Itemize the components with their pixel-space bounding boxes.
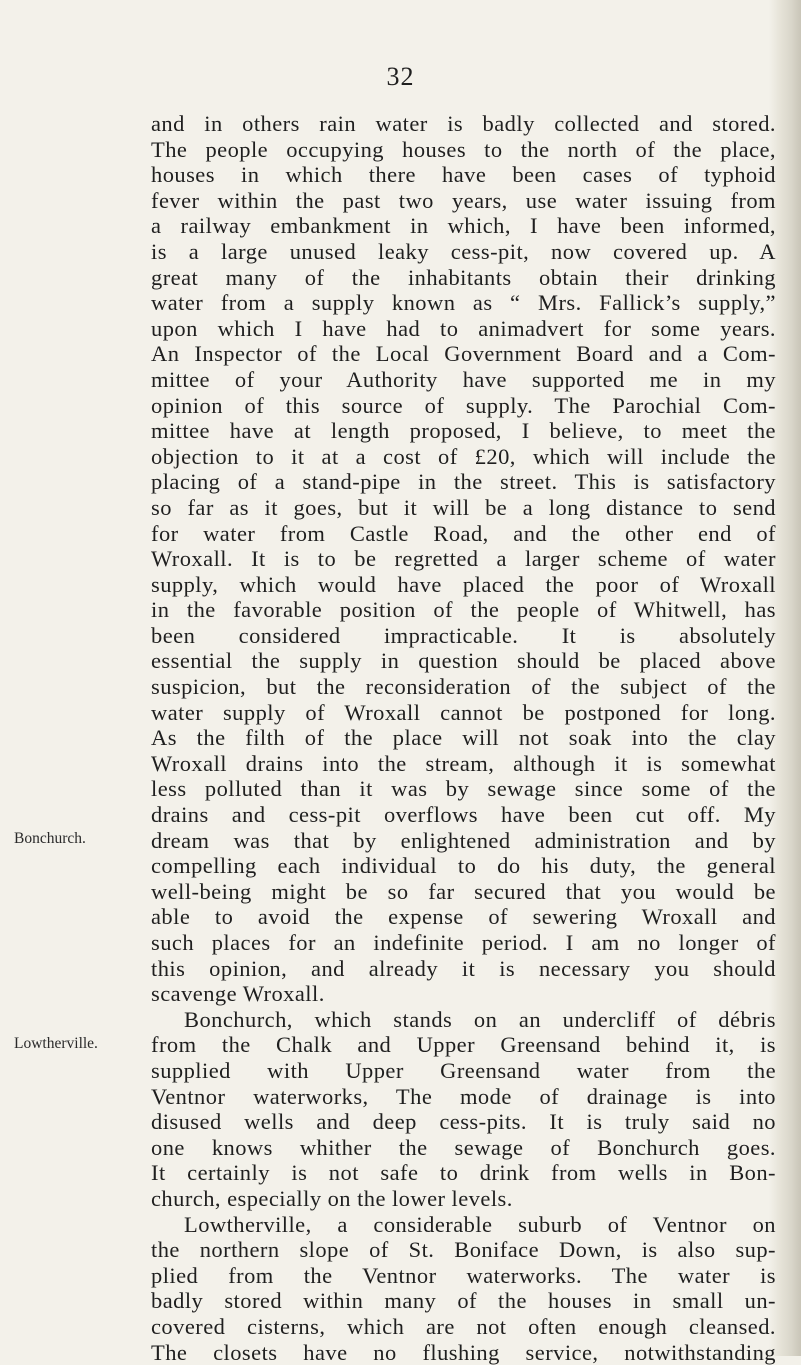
text-line: in the favorable position of the people of Whitwell, has bbox=[151, 597, 776, 623]
text-line: this opinion, and already it is necessary you should bbox=[151, 956, 776, 982]
text-line: mittee of your Authority have supported me in my bbox=[151, 367, 776, 393]
paragraph-start-lowtherville: Lowtherville, a considerable suburb of Ventnor on bbox=[151, 1212, 776, 1238]
text-line: An Inspector of the Local Government Board and a Com- bbox=[151, 341, 776, 367]
text-line: drains and cess-pit overflows have been cut off. My bbox=[151, 802, 776, 828]
text-line: able to avoid the expense of sewering Wroxall and bbox=[151, 904, 776, 930]
text-line: a railway embankment in which, I have been informed, bbox=[151, 213, 776, 239]
text-line: Wroxall. It is to be regretted a larger scheme of water bbox=[151, 546, 776, 572]
text-line: The people occupying houses to the north of the place, bbox=[151, 137, 776, 163]
text-line: As the filth of the place will not soak into the clay bbox=[151, 725, 776, 751]
text-line: supply, which would have placed the poor of Wroxall bbox=[151, 572, 776, 598]
text-line: opinion of this source of supply. The Parochial Com- bbox=[151, 393, 776, 419]
text-line: The closets have no flushing service, notwithstanding bbox=[151, 1340, 776, 1365]
text-line: church, especially on the lower levels. bbox=[151, 1186, 776, 1212]
text-line: great many of the inhabitants obtain their drinking bbox=[151, 265, 776, 291]
text-line: It certainly is not safe to drink from wells in Bon- bbox=[151, 1160, 776, 1186]
text-line: covered cisterns, which are not often enough cleansed. bbox=[151, 1314, 776, 1340]
text-line: been considered impracticable. It is absolutely bbox=[151, 623, 776, 649]
text-line: dream was that by enlightened administration and by bbox=[151, 828, 776, 854]
text-line: and in others rain water is badly collected and stored. bbox=[151, 111, 776, 137]
text-line: objection to it at a cost of £20, which will include the bbox=[151, 444, 776, 470]
text-line: badly stored within many of the houses in small un- bbox=[151, 1288, 776, 1314]
text-line: essential the supply in question should be placed above bbox=[151, 648, 776, 674]
text-line: compelling each individual to do his duty, the general bbox=[151, 853, 776, 879]
text-line: less polluted than it was by sewage since some of the bbox=[151, 776, 776, 802]
margin-note-lowtherville: Lowtherville. bbox=[14, 1035, 98, 1053]
text-line: mittee have at length proposed, I believe, to meet the bbox=[151, 418, 776, 444]
margin-note-bonchurch: Bonchurch. bbox=[14, 830, 86, 848]
text-line: plied from the Ventnor waterworks. The water is bbox=[151, 1263, 776, 1289]
text-line: supplied with Upper Greensand water from the bbox=[151, 1058, 776, 1084]
text-line: is a large unused leaky cess-pit, now covered up. A bbox=[151, 239, 776, 265]
text-line: water from a supply known as “ Mrs. Fallick’s supply,” bbox=[151, 290, 776, 316]
text-line: upon which I have had to animadvert for some years. bbox=[151, 316, 776, 342]
text-line: houses in which there have been cases of typhoid bbox=[151, 162, 776, 188]
text-line: well-being might be so far secured that you would be bbox=[151, 879, 776, 905]
paragraph-start-bonchurch: Bonchurch, which stands on an undercliff of débris bbox=[151, 1007, 776, 1033]
text-line: for water from Castle Road, and the other end of bbox=[151, 521, 776, 547]
body-text bbox=[151, 111, 776, 1365]
text-line: disused wells and deep cess-pits. It is truly said no bbox=[151, 1109, 776, 1135]
text-line: the northern slope of St. Boniface Down, is also sup- bbox=[151, 1237, 776, 1263]
text-line: one knows whither the sewage of Bonchurch goes. bbox=[151, 1135, 776, 1161]
text-line: placing of a stand-pipe in the street. This is satisfactory bbox=[151, 469, 776, 495]
text-line: Wroxall drains into the stream, although it is somewhat bbox=[151, 751, 776, 777]
page-number: 32 bbox=[0, 62, 801, 92]
text-line: Ventnor waterworks, The mode of drainage is into bbox=[151, 1084, 776, 1110]
text-line: so far as it goes, but it will be a long distance to send bbox=[151, 495, 776, 521]
text-line: fever within the past two years, use water issuing from bbox=[151, 188, 776, 214]
text-line: such places for an indefinite period. I am no longer of bbox=[151, 930, 776, 956]
text-line: scavenge Wroxall. bbox=[151, 981, 776, 1007]
text-line: from the Chalk and Upper Greensand behind it, is bbox=[151, 1032, 776, 1058]
text-line: water supply of Wroxall cannot be postponed for long. bbox=[151, 700, 776, 726]
text-line: suspicion, but the reconsideration of the subject of the bbox=[151, 674, 776, 700]
